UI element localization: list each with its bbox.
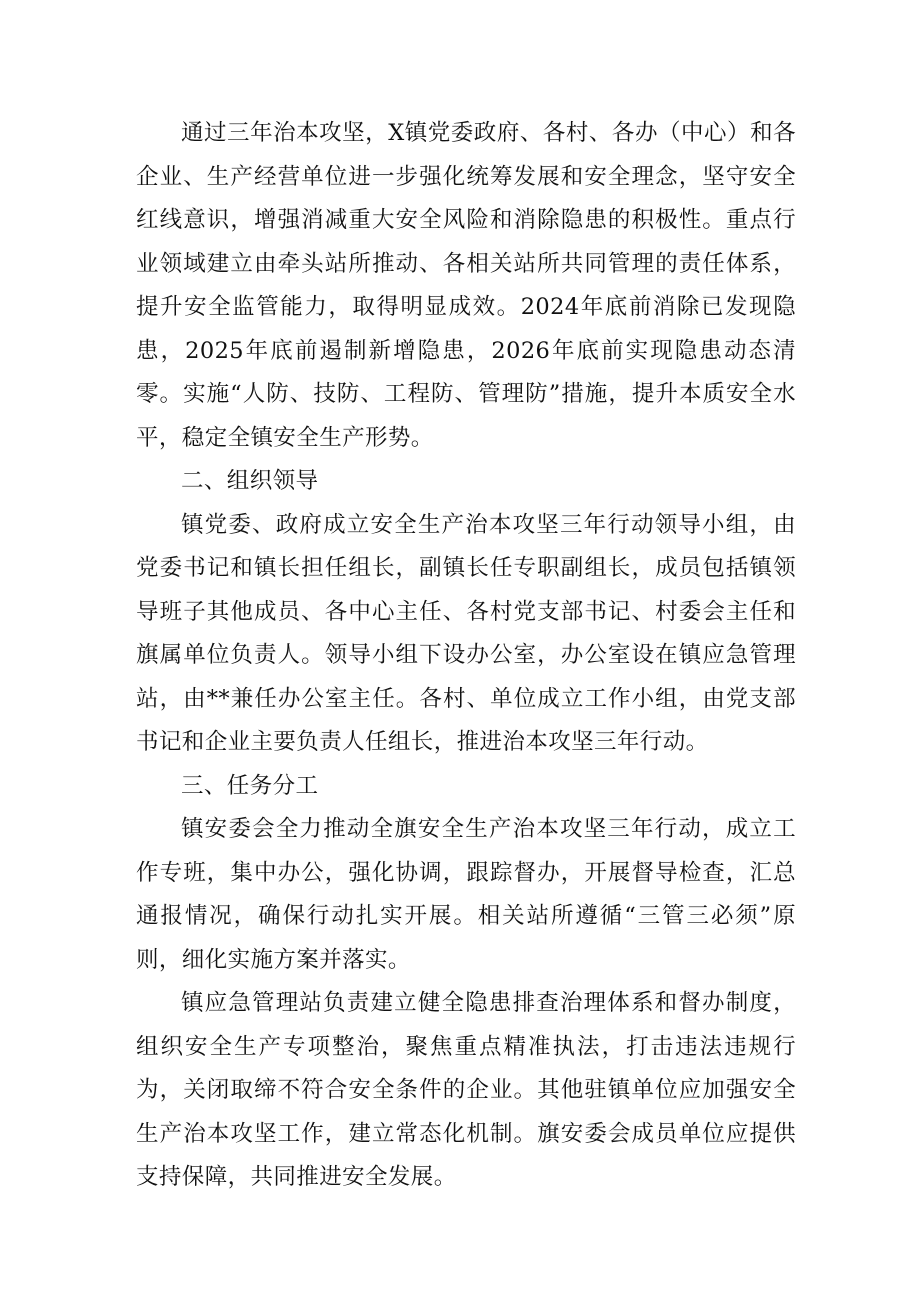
section-heading-tasks: 三、任务分工 <box>181 772 319 799</box>
organization-paragraph: 镇党委、政府成立安全生产治本攻坚三年行动领导小组，由党委书记和镇长担任组长，副镇长任专职副组长，成员包括镇领导班子其他成员、各中心主任、各村党支部书记、村委会主任和旗属单位负责人。领导小组下设办公室，办公室设在镇应急管理站，由**兼任办公室主任。各村、单位成立工作小组，由党支部书记和企业主要负责人任组长，推进治本攻坚三年行动。 <box>136 511 796 755</box>
section-heading-organization: 二、组织领导 <box>181 468 319 494</box>
tasks-paragraph-1: 镇安委会全力推动全旗安全生产治本攻坚三年行动，成立工作专班，集中办公，强化协调，跟踪督办，开展督导检查，汇总通报情况，确保行动扎实开展。相关站所遵循“三管三必须”原则，细化实施方案并落实。 <box>136 816 796 973</box>
document-body <box>136 112 796 1200</box>
tasks-paragraph-2: 镇应急管理站负责建立健全隐患排查治理体系和督办制度，组织安全生产专项整治，聚焦重点精准执法，打击违法违规行为，关闭取缔不符合安全条件的企业。其他驻镇单位应加强安全生产治本攻坚工作，建立常态化机制。旗安委会成员单位应提供支持保障，共同推进安全发展。 <box>136 990 796 1190</box>
goal-paragraph: 通过三年治本攻坚，X镇党委政府、各村、各办（中心）和各企业、生产经营单位进一步强化统筹发展和安全理念，坚守安全红线意识，增强消减重大安全风险和消除隐患的积极性。重点行业领域建立由牵头站所推动、各相关站所共同管理的责任体系，提升安全监管能力，取得明显成效。2024年底前消除已发现隐患，2025年底前遏制新增隐患，2026年底前实现隐患动态清零。实施“人防、技防、工程防、管理防”措施，提升本质安全水平，稳定全镇安全生产形势。 <box>136 120 796 451</box>
